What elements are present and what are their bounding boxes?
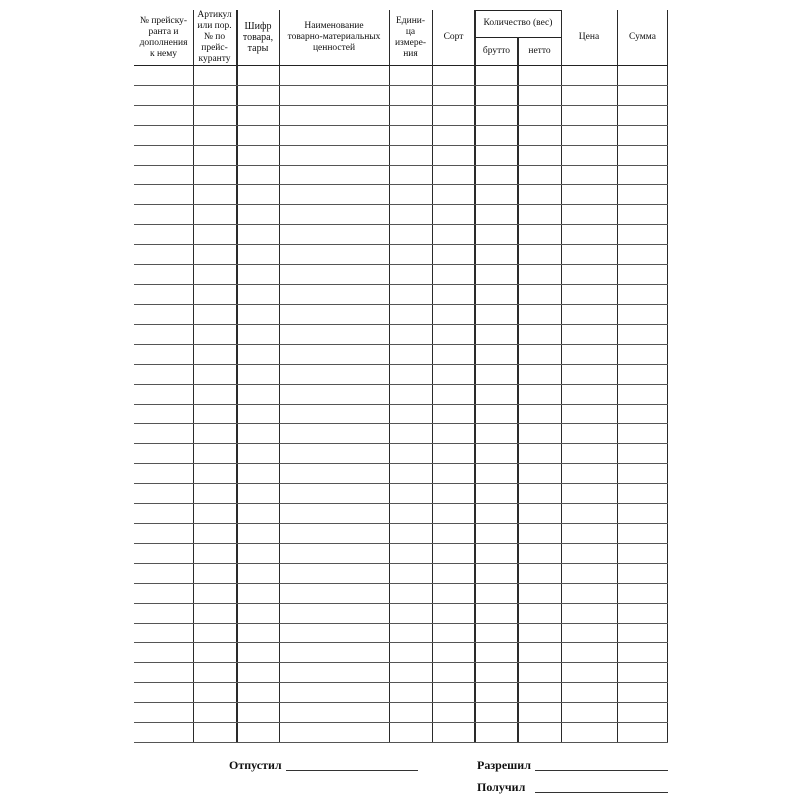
table-row-line (134, 463, 668, 464)
header-name: Наименование товарно-материальных ценностей (287, 21, 381, 53)
header-quantity: Количество (вес) (483, 18, 553, 28)
table-row-line (134, 184, 668, 185)
table-row-line (134, 85, 668, 86)
signature-permitted-label: Разрешил (477, 758, 531, 772)
table-row-line (134, 742, 668, 743)
column-divider (432, 10, 433, 742)
signature-released-label: Отпустил (229, 758, 282, 772)
table-row-line (134, 204, 668, 205)
table-row-line (134, 244, 668, 245)
table-row-line (134, 264, 668, 265)
table-row-line (134, 324, 668, 325)
table-row-line (134, 304, 668, 305)
table-row-line (134, 662, 668, 663)
header-code: Шифр товара, тары (242, 21, 274, 54)
table-row-line (134, 344, 668, 345)
table-row-line (134, 523, 668, 524)
table-row-line (134, 623, 668, 624)
quantity-group-top-border (475, 10, 561, 11)
header-unit: Едини- ца измере- ния (394, 15, 427, 59)
signature-received-label: Получил (477, 780, 526, 794)
table-row-line (134, 722, 668, 723)
table-row-line (134, 423, 668, 424)
header-price: Цена (578, 32, 600, 42)
column-divider (561, 10, 562, 742)
table-row-line (134, 483, 668, 484)
table-row-line (134, 125, 668, 126)
header-gross: брутто (482, 45, 511, 56)
table-row-line (134, 583, 668, 584)
header-net: нетто (528, 45, 551, 56)
signature-received-line[interactable] (535, 792, 668, 793)
table-row-line (134, 642, 668, 643)
table-row-line (134, 543, 668, 544)
table-row-line (134, 284, 668, 285)
table-row-line (134, 503, 668, 504)
column-divider (193, 10, 194, 742)
header-sum: Сумма (629, 32, 656, 42)
header-grade: Сорт (443, 32, 464, 42)
table-row-line (134, 682, 668, 683)
table-row-line (134, 563, 668, 564)
table-row-line (134, 443, 668, 444)
column-divider (236, 10, 238, 742)
signature-permitted-line[interactable] (535, 770, 668, 771)
table-row-line (134, 603, 668, 604)
table-row-line (134, 105, 668, 106)
header-pricelist-no: № прейску- ранта и дополнения к нему (139, 15, 188, 59)
table-row-line (134, 224, 668, 225)
table-row-line (134, 384, 668, 385)
table-row-line (134, 165, 668, 166)
column-divider (389, 10, 390, 742)
column-divider (617, 10, 618, 742)
column-divider (517, 37, 519, 742)
signature-released-line[interactable] (286, 770, 418, 771)
column-divider (474, 10, 476, 742)
column-divider (279, 10, 280, 742)
table-row-line (134, 145, 668, 146)
header-article: Артикул или пор. № по прейс- куранту (197, 10, 232, 64)
table-row-line (134, 364, 668, 365)
table-row-line (134, 702, 668, 703)
header-bottom-border (134, 65, 668, 66)
column-divider (667, 10, 668, 742)
table-row-line (134, 404, 668, 405)
